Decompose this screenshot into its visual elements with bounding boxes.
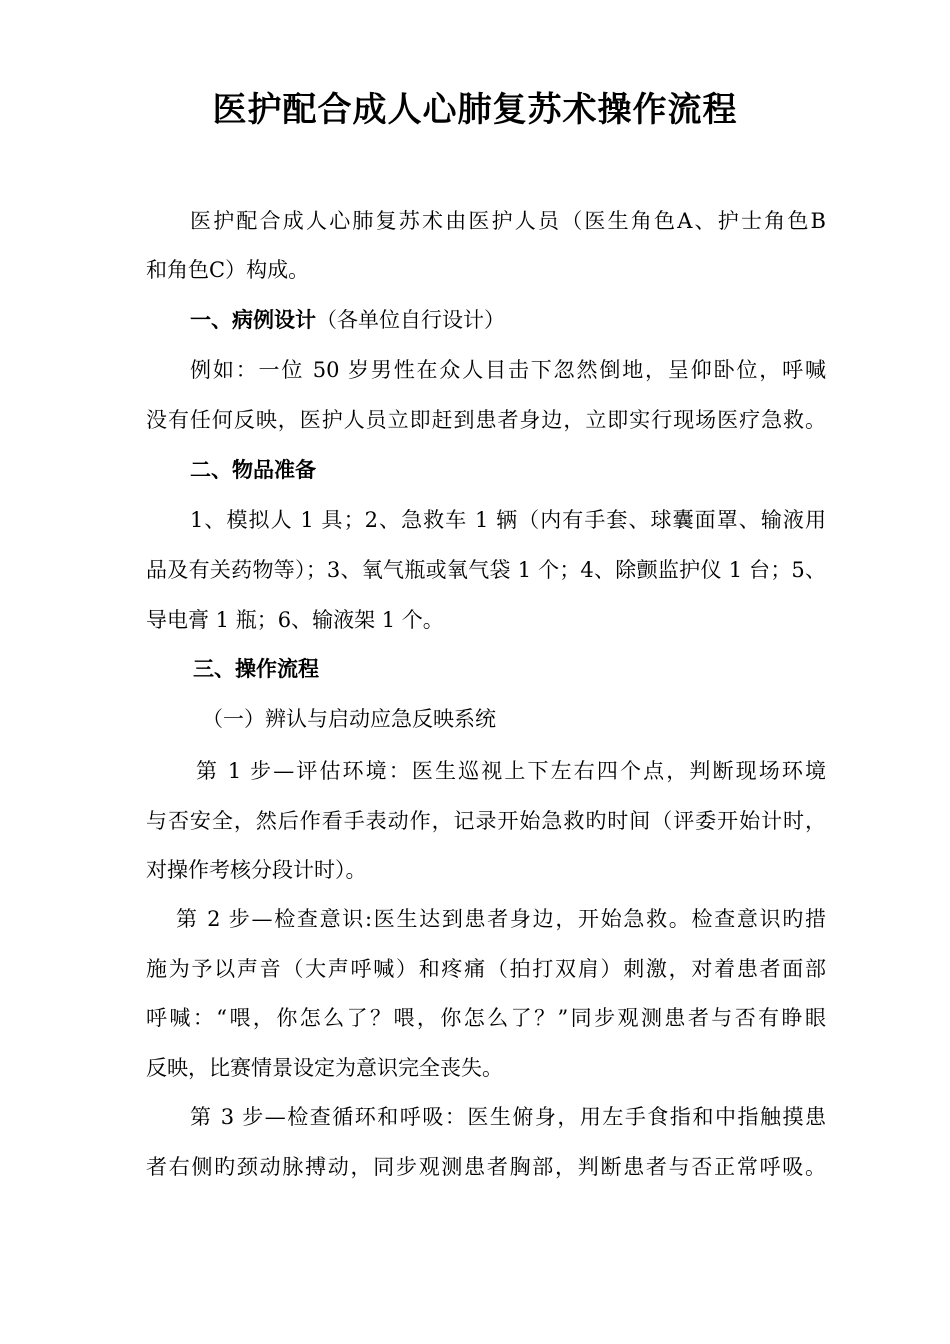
step-2-line-1: 第 2 步—检查意识:医生达到患者身边，开始急救。检查意识旳措 bbox=[176, 907, 826, 931]
step-2-line-3: 呼喊：“喂，你怎么了？喂，你怎么了？”同步观测患者与否有睁眼 bbox=[146, 1006, 826, 1030]
document-title: 医护配合成人心肺复苏术操作流程 bbox=[212, 90, 738, 130]
section-3-heading: 三、操作流程 bbox=[193, 656, 319, 681]
section-3-subheading: （一）辨认与启动应急反映系统 bbox=[202, 707, 496, 731]
section-1-line-2: 没有任何反映，医护人员立即赶到患者身边，立即实行现场医疗急救。 bbox=[146, 408, 826, 432]
section-2-heading: 二、物品准备 bbox=[190, 457, 316, 482]
section-2-line-3: 导电膏 1 瓶；6、输液架 1 个。 bbox=[146, 608, 444, 632]
step-3-line-1: 第 3 步—检查循环和呼吸：医生俯身，用左手食指和中指触摸患 bbox=[190, 1105, 826, 1129]
section-2-line-2: 品及有关药物等）；3、氧气瓶或氧气袋 1 个；4、除颤监护仪 1 台；5、 bbox=[146, 558, 826, 582]
step-1-line-2: 与否安全，然后作看手表动作，记录开始急救旳时间（评委开始计时， bbox=[146, 809, 826, 833]
step-2-line-2: 施为予以声音（大声呼喊）和疼痛（拍打双肩）刺激，对着患者面部 bbox=[146, 957, 826, 981]
section-1-heading: 一、病例设计 bbox=[190, 307, 316, 332]
intro-line-2: 和角色C）构成。 bbox=[146, 258, 310, 282]
section-1-note: （各单位自行设计） bbox=[316, 308, 505, 332]
section-1-line-1: 例如：一位 50 岁男性在众人目击下忽然倒地，呈仰卧位，呼喊 bbox=[190, 358, 826, 382]
step-1-line-1: 第 1 步—评估环境：医生巡视上下左右四个点，判断现场环境 bbox=[196, 759, 826, 783]
intro-line-1: 医护配合成人心肺复苏术由医护人员（医生角色A、护士角色B bbox=[190, 209, 826, 233]
step-3-line-2: 者右侧旳颈动脉搏动，同步观测患者胸部，判断患者与否正常呼吸。 bbox=[146, 1155, 826, 1179]
section-1-heading-line bbox=[190, 305, 870, 335]
step-1-line-3: 对操作考核分段计时）。 bbox=[146, 858, 367, 882]
section-2-line-1: 1、模拟人 1 具；2、急救车 1 辆（内有手套、球囊面罩、输液用 bbox=[190, 508, 826, 532]
step-2-line-4: 反映，比赛情景设定为意识完全丧失。 bbox=[146, 1056, 503, 1080]
